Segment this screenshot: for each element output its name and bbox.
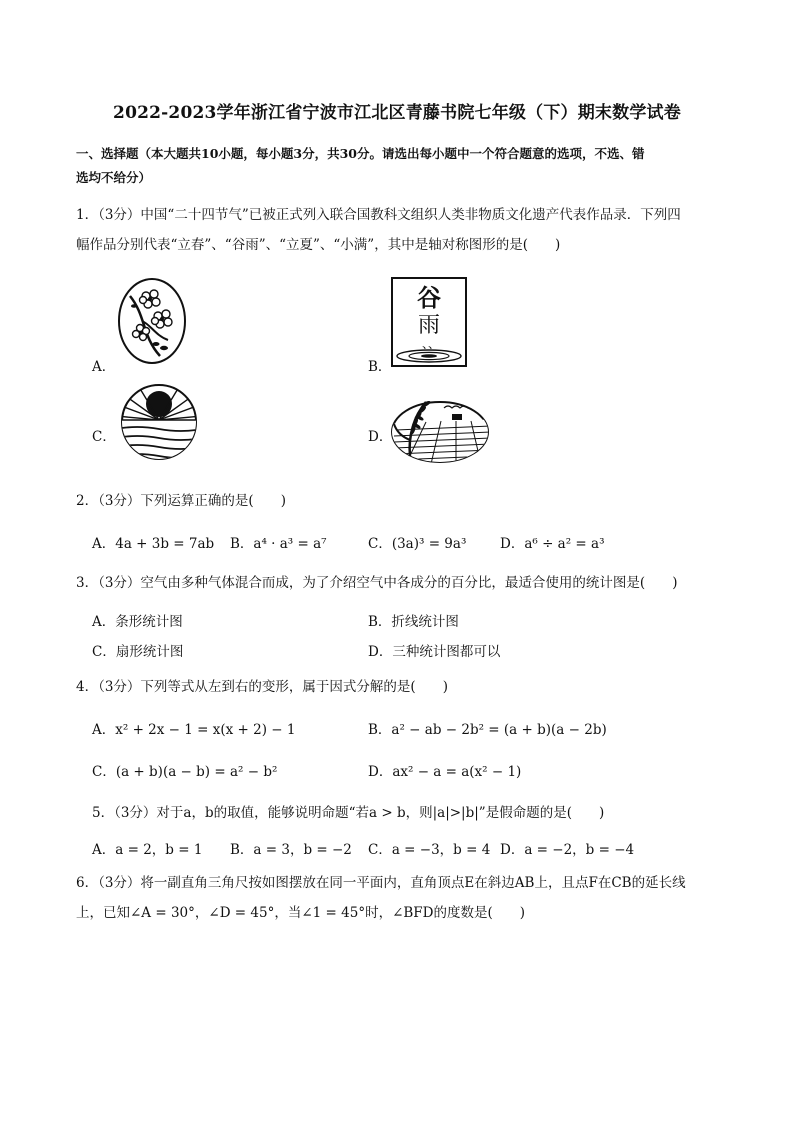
option-1d: D．: [368, 429, 393, 445]
figure-b-char3: 、、: [421, 337, 441, 351]
option-5c: C．a = −3，b = 4: [368, 842, 491, 858]
option-3b: B．折线统计图: [368, 614, 459, 630]
figure-b-grain-rain: [390, 276, 468, 368]
option-4d: D．ax² − a = a(x² − 1): [368, 764, 522, 780]
option-2d: D．a⁶ ÷ a² = a³: [500, 536, 605, 552]
option-5d: D．a = −2，b = −4: [500, 842, 635, 858]
option-4a: A．x² + 2x − 1 = x(x + 2) − 1: [92, 722, 296, 738]
question-2: 2．（3分）下列运算正确的是( ): [76, 493, 286, 509]
question-1: [76, 200, 724, 260]
option-5a: A．a = 2，b = 1: [92, 842, 203, 858]
question-1-line1: 1．（3分）中国“二十四节气”已被正式列入联合国教科文组织人类非物质文化遗产代表作品录．下列四: [76, 207, 681, 223]
option-1a: A．: [92, 359, 116, 375]
question-1-line2: 幅作品分别代表“立春”、“谷雨”、“立夏”、“小满”，其中是轴对称图形的是( ): [76, 237, 561, 253]
option-3a: A．条形统计图: [92, 614, 183, 630]
section-heading: [76, 142, 724, 190]
figure-d-grain-full: [386, 396, 490, 464]
option-4b: B．a² − ab − 2b² = (a + b)(a − 2b): [368, 722, 607, 738]
section-heading-line1: 一、选择题（本大题共10小题，每小题3分，共30分。请选出每小题中一个符合题意的选项，不选、错: [76, 146, 645, 161]
figure-c-summer-sun: [116, 382, 202, 462]
option-2c: C．(3a)³ = 9a³: [368, 536, 467, 552]
figure-b-char1: 谷: [417, 284, 441, 312]
page-title: 2022-2023学年浙江省宁波市江北区青藤书院七年级（下）期末数学试卷: [113, 103, 681, 123]
figure-a-spring-blossom: [116, 276, 188, 366]
figure-b-char2: 雨: [417, 313, 441, 338]
option-4c: C．(a + b)(a − b) = a² − b²: [92, 764, 278, 780]
question-5: 5．（3分）对于a，b的取值，能够说明命题“若a > b，则|a|>|b|”是假命题的是( ): [92, 805, 605, 821]
question-6-line2: 上，已知∠A = 30°，∠D = 45°，当∠1 = 45°时，∠BFD的度数是( ): [76, 905, 526, 921]
option-3c: C．扇形统计图: [92, 644, 184, 660]
question-6-line1: 6．（3分）将一副直角三角尺按如图摆放在同一平面内，直角顶点E在斜边AB上，且点F在CB的延长线: [76, 875, 686, 891]
question-6: [76, 868, 724, 928]
option-1b: B．: [368, 359, 392, 375]
option-2a: A．4a + 3b = 7ab: [92, 536, 215, 552]
option-5b: B．a = 3，b = −2: [230, 842, 352, 858]
option-2b: B．a⁴ · a³ = a⁷: [230, 536, 327, 552]
section-heading-line2: 选均不给分）: [76, 170, 152, 185]
option-3d: D．三种统计图都可以: [368, 644, 501, 660]
question-3: 3．（3分）空气由多种气体混合而成，为了介绍空气中各成分的百分比，最适合使用的统计图是( ): [76, 575, 678, 591]
option-1c: C．: [92, 429, 116, 445]
question-4: 4．（3分）下列等式从左到右的变形，属于因式分解的是( ): [76, 679, 448, 695]
